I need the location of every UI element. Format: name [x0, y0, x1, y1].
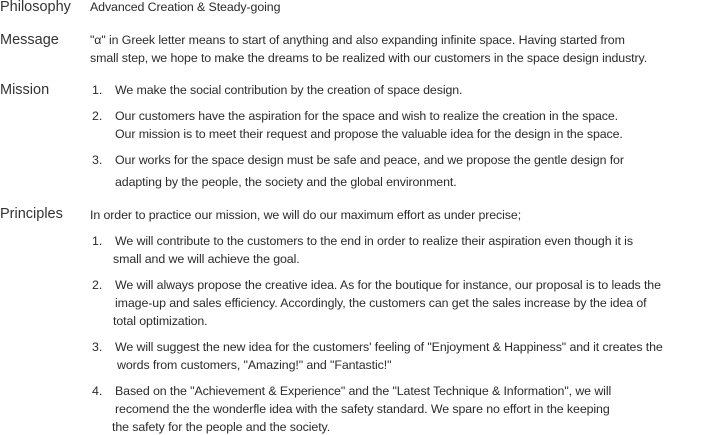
- mission-item-number: 3.: [92, 153, 103, 167]
- mission-item-line: We make the social contribution by the creation of space design.: [115, 83, 463, 97]
- principles-item-line: the safety for the people and the society.: [112, 420, 331, 434]
- principles-item-line: words from customers, "Amazing!" and "Fantastic!": [117, 358, 392, 372]
- philosophy-text: Advanced Creation & Steady-going: [90, 0, 281, 14]
- principles-item-line: We will contribute to the customers to the end in order to realize their aspiration even though it is: [115, 234, 633, 248]
- principles-item-line: recomend the the wonderfle idea with the safety standard. We spare no effort in the keeping: [115, 402, 610, 416]
- principles-item-number: 1.: [92, 234, 103, 248]
- principles-item-line: small and we will achieve the goal.: [113, 252, 300, 266]
- principles-item-number: 4.: [92, 384, 103, 398]
- message-line: "α" in Greek letter means to start of anything and also expanding infinite space. Having started from: [90, 33, 625, 47]
- principles-item-line: image-up and sales efficiency. Accordingly, the customers can get the sales increase by the idea of: [115, 296, 647, 310]
- principles-item-line: We will suggest the new idea for the customers' feeling of "Enjoyment & Happiness" and it creates the: [115, 340, 663, 354]
- mission-item-number: 1.: [92, 83, 103, 97]
- mission-item-line: Our mission is to meet their request and propose the valuable idea for the design in the space.: [115, 127, 623, 141]
- principles-intro: In order to practice our mission, we will do our maximum effort as under precise;: [90, 208, 522, 222]
- mission-item-line: Our works for the space design must be safe and peace, and we propose the gentle design for: [115, 153, 624, 167]
- mission-item-line: adapting by the people, the society and the global environment.: [115, 175, 457, 189]
- principles-item-number: 3.: [92, 340, 103, 354]
- mission-item-number: 2.: [92, 109, 103, 123]
- philosophy-heading: Philosophy: [0, 0, 71, 15]
- principles-heading: Principles: [0, 206, 63, 222]
- principles-item-number: 2.: [92, 278, 103, 292]
- message-line: small step, we hope to make the dreams to be realized with our customers in the space design industry.: [90, 51, 648, 65]
- principles-item-line: total optimization.: [113, 314, 208, 328]
- mission-heading: Mission: [0, 82, 50, 98]
- mission-item-line: Our customers have the aspiration for the space and wish to realize the creation in the space.: [115, 109, 619, 123]
- message-heading: Message: [0, 32, 59, 48]
- principles-item-line: We will always propose the creative idea. As for the boutique for instance, our proposal is to leads the: [115, 278, 661, 292]
- principles-item-line: Based on the "Achievement & Experience" and the "Latest Technique & Information", we will: [115, 384, 612, 398]
